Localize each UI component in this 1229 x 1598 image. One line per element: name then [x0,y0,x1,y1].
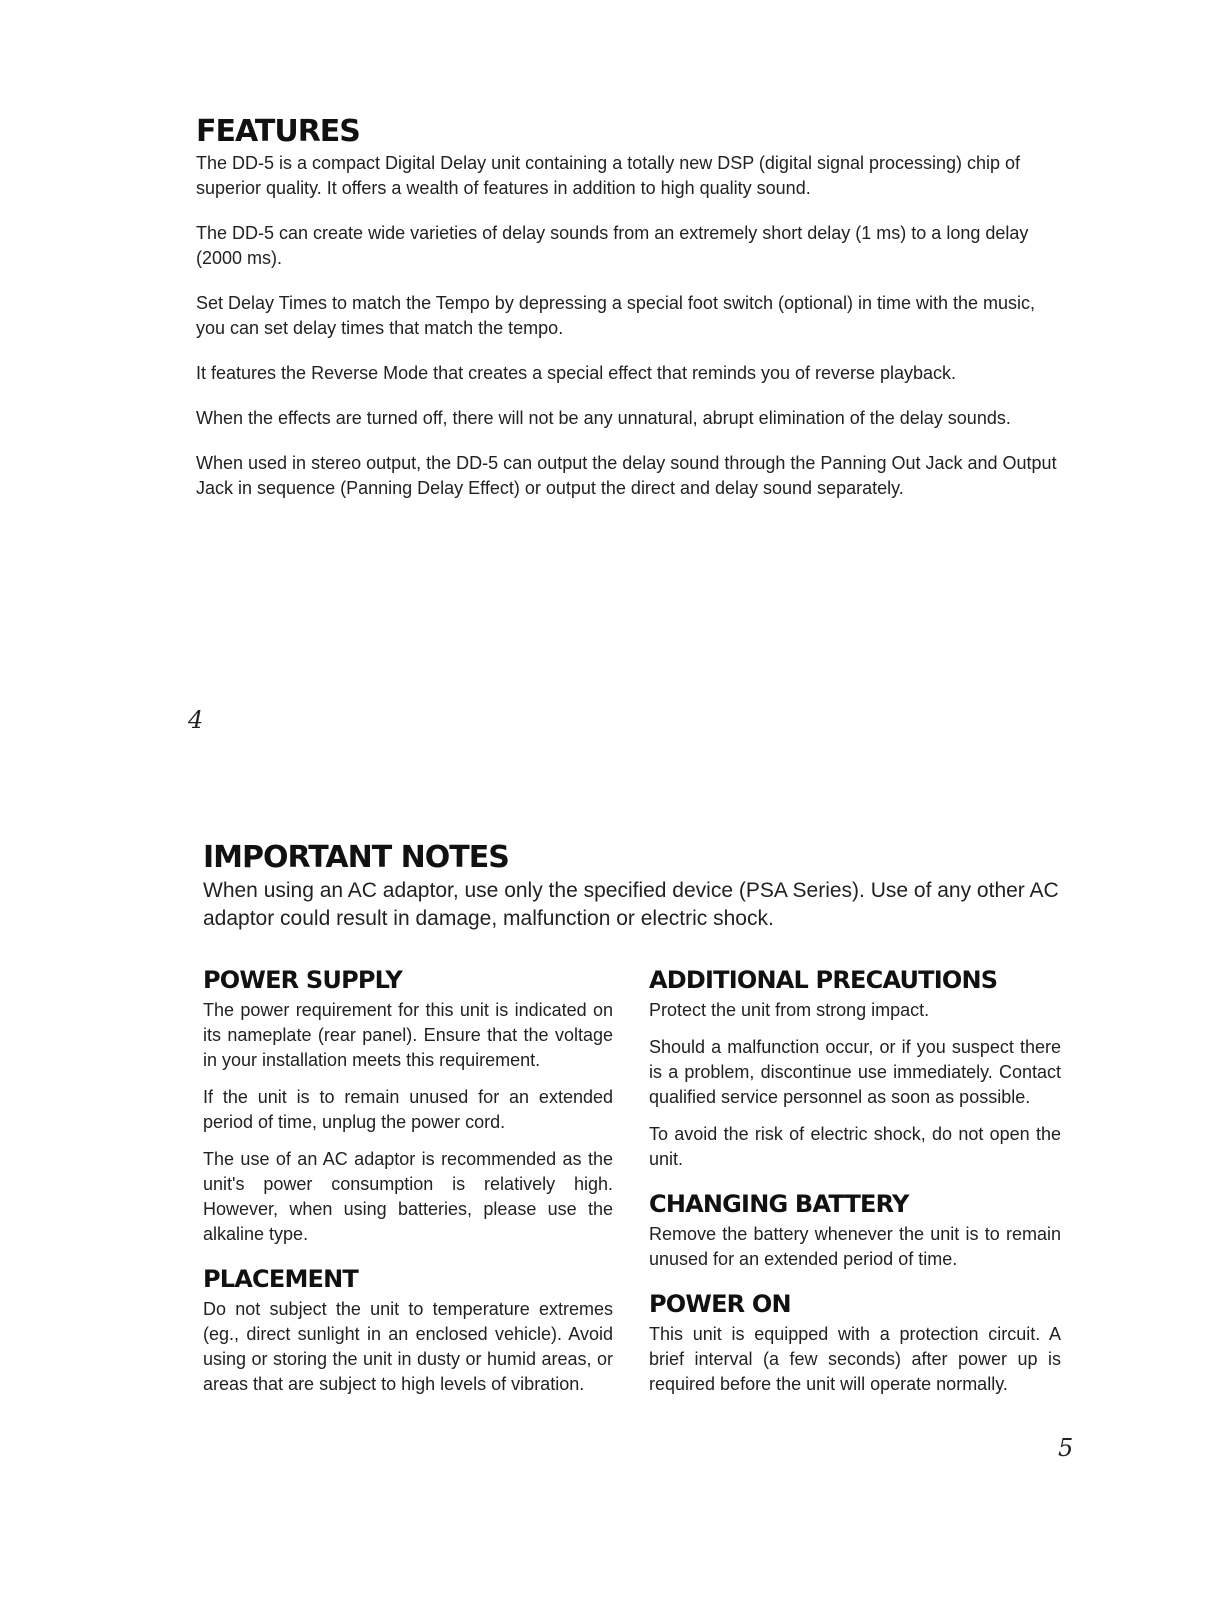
additional-precautions-paragraph: To avoid the risk of electric shock, do not open the unit. [649,1124,1061,1169]
changing-battery-heading: CHANGING BATTERY [649,1190,909,1218]
additional-precautions-section [649,966,1061,1172]
changing-battery-section [649,1190,1061,1272]
features-paragraph: The DD-5 can create wide varieties of delay sounds from an extremely short delay (1 ms) to a long delay (2000 ms). [196,223,1029,268]
page-number-left: 4 [188,706,204,734]
features-heading: FEATURES [196,114,360,149]
notes-left-column [203,966,613,1415]
important-notes-section [203,840,1063,1394]
features-paragraph: When used in stereo output, the DD-5 can output the delay sound through the Panning Out Jack and Output Jack in sequence (Panning Delay Effect) or output the direct and delay sound separately. [196,453,1057,498]
page-number-right: 5 [1058,1434,1074,1462]
power-on-heading: POWER ON [649,1290,791,1318]
important-notes-heading: IMPORTANT NOTES [203,840,509,875]
placement-paragraph: Do not subject the unit to temperature extremes (eg., direct sunlight in an enclosed vehicle). Avoid using or storing the unit in dusty or humid areas, or areas that are subject to high levels of vibration. [203,1299,613,1394]
power-on-paragraph: This unit is equipped with a protection circuit. A brief interval (a few seconds) after power up is required before the unit will operate normally. [649,1324,1061,1394]
power-supply-paragraph: If the unit is to remain unused for an extended period of time, unplug the power cord. [203,1087,613,1132]
features-paragraph: When the effects are turned off, there will not be any unnatural, abrupt elimination of the delay sounds. [196,408,1011,428]
power-supply-heading: POWER SUPPLY [203,966,402,994]
additional-precautions-paragraph: Protect the unit from strong impact. [649,1000,930,1020]
power-supply-paragraph: The power requirement for this unit is indicated on its nameplate (rear panel). Ensure that the voltage in your installation meets this requirement. [203,1000,613,1070]
features-paragraph: Set Delay Times to match the Tempo by depressing a special foot switch (optional) in time with the music, you can set delay times that match the tempo. [196,293,1036,338]
additional-precautions-heading: ADDITIONAL PRECAUTIONS [649,966,998,994]
features-paragraph: It features the Reverse Mode that creates a special effect that reminds you of reverse playback. [196,363,957,383]
features-section [196,114,1058,521]
changing-battery-paragraph: Remove the battery whenever the unit is to remain unused for an extended period of time. [649,1224,1061,1269]
features-paragraph: The DD-5 is a compact Digital Delay unit containing a totally new DSP (digital signal processing) chip of superior quality. It offers a wealth of features in addition to high quality sound. [196,153,1021,198]
power-supply-section [203,966,613,1247]
notes-right-column [649,966,1061,1415]
important-notes-intro: When using an AC adaptor, use only the specified device (PSA Series). Use of any other AC adaptor could result in damage, malfunction or electric shock. [203,879,1059,930]
placement-section [203,1265,613,1397]
power-on-section [649,1290,1061,1397]
power-supply-paragraph: The use of an AC adaptor is recommended as the unit's power consumption is relatively high. However, when using batteries, please use the alkaline type. [203,1149,613,1244]
placement-heading: PLACEMENT [203,1265,358,1293]
additional-precautions-paragraph: Should a malfunction occur, or if you suspect there is a problem, discontinue use immediately. Contact qualified service personnel as soon as possible. [649,1037,1061,1107]
